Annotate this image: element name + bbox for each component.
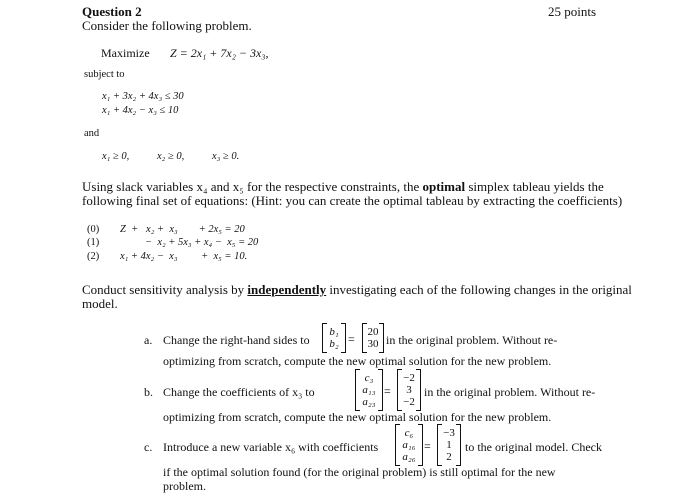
- part-b-vector-values: −2 3 −2: [397, 369, 421, 411]
- part-a-vector-b: b₁ b₂: [322, 323, 346, 353]
- part-a-label: a.: [144, 333, 153, 347]
- sensitivity-line-2: model.: [82, 296, 118, 311]
- part-b-text: Change the coefficients of x₃ to: [163, 385, 315, 399]
- part-a-equals: =: [348, 332, 355, 346]
- part-c-vector-coeffs: c₆ a₁₆ a₂₆: [395, 424, 423, 466]
- eq-label-0: (0): [87, 224, 100, 235]
- slack-line-1: Using slack variables x₄ and x₅ for the respective constraints, the optimal simplex tableau yields the: [82, 179, 604, 194]
- part-c-post: to the original model. Check: [465, 440, 602, 454]
- eq-body-0: Z + x₂ + x₃ + 2x₅ = 20: [120, 224, 245, 235]
- constraint-1: x₁ + 3x₂ + 4x₃ ≤ 30: [102, 91, 184, 102]
- part-c-text: Introduce a new variable x₆ with coefficients: [163, 440, 379, 454]
- part-c-vector-values: −3 1 2: [437, 424, 461, 466]
- part-c-line-2: if the optimal solution found (for the original problem) is still optimal for the new: [163, 465, 556, 479]
- nonneg-x2: x₂ ≥ 0,: [157, 151, 185, 162]
- constraint-2: x₁ + 4x₂ − x₃ ≤ 10: [102, 105, 179, 116]
- part-c-equals: =: [424, 439, 431, 453]
- subject-to-label: subject to: [84, 69, 125, 80]
- nonneg-x3: x₃ ≥ 0.: [212, 151, 240, 162]
- part-c-label: c.: [144, 440, 153, 454]
- eq-body-1: − x₂ + 5x₃ + x₄ − x₅ = 20: [145, 237, 259, 248]
- part-b-line-2: optimizing from scratch, compute the new optimal solution for the new problem.: [163, 410, 552, 424]
- slack-line-2: following final set of equations: (Hint: you can create the optimal tableau by extracting the coefficients): [82, 193, 623, 208]
- part-a-vector-values: 20 30: [362, 323, 384, 353]
- and-label: and: [84, 128, 100, 139]
- part-a-post: in the original problem. Without re-: [386, 333, 558, 347]
- part-b-vector-coeffs: c₃ a₁₃ a₂₃: [355, 369, 383, 411]
- eq-label-2: (2): [87, 251, 100, 262]
- sensitivity-line-1: Conduct sensitivity analysis by independently investigating each of the following changes in the original: [82, 282, 632, 297]
- part-c-line-3: problem.: [163, 479, 206, 493]
- eq-label-1: (1): [87, 237, 100, 248]
- nonneg-x1: x₁ ≥ 0,: [102, 151, 130, 162]
- question-title: Question 2: [82, 4, 142, 19]
- part-b-post: in the original problem. Without re-: [424, 385, 596, 399]
- part-a-line-2: optimizing from scratch, compute the new optimal solution for the new problem.: [163, 354, 552, 368]
- eq-body-2: x₁ + 4x₂ − x₃ + x₅ = 10.: [120, 251, 248, 262]
- part-b-label: b.: [144, 385, 153, 399]
- part-a-text: Change the right-hand sides to: [163, 333, 310, 347]
- points-label: 25 points: [548, 4, 597, 19]
- objective-function: Z = 2x₁ + 7x₂ − 3x₃,: [170, 46, 269, 60]
- intro-text: Consider the following problem.: [82, 18, 252, 33]
- objective-label: Maximize: [101, 46, 150, 60]
- part-b-equals: =: [384, 384, 391, 398]
